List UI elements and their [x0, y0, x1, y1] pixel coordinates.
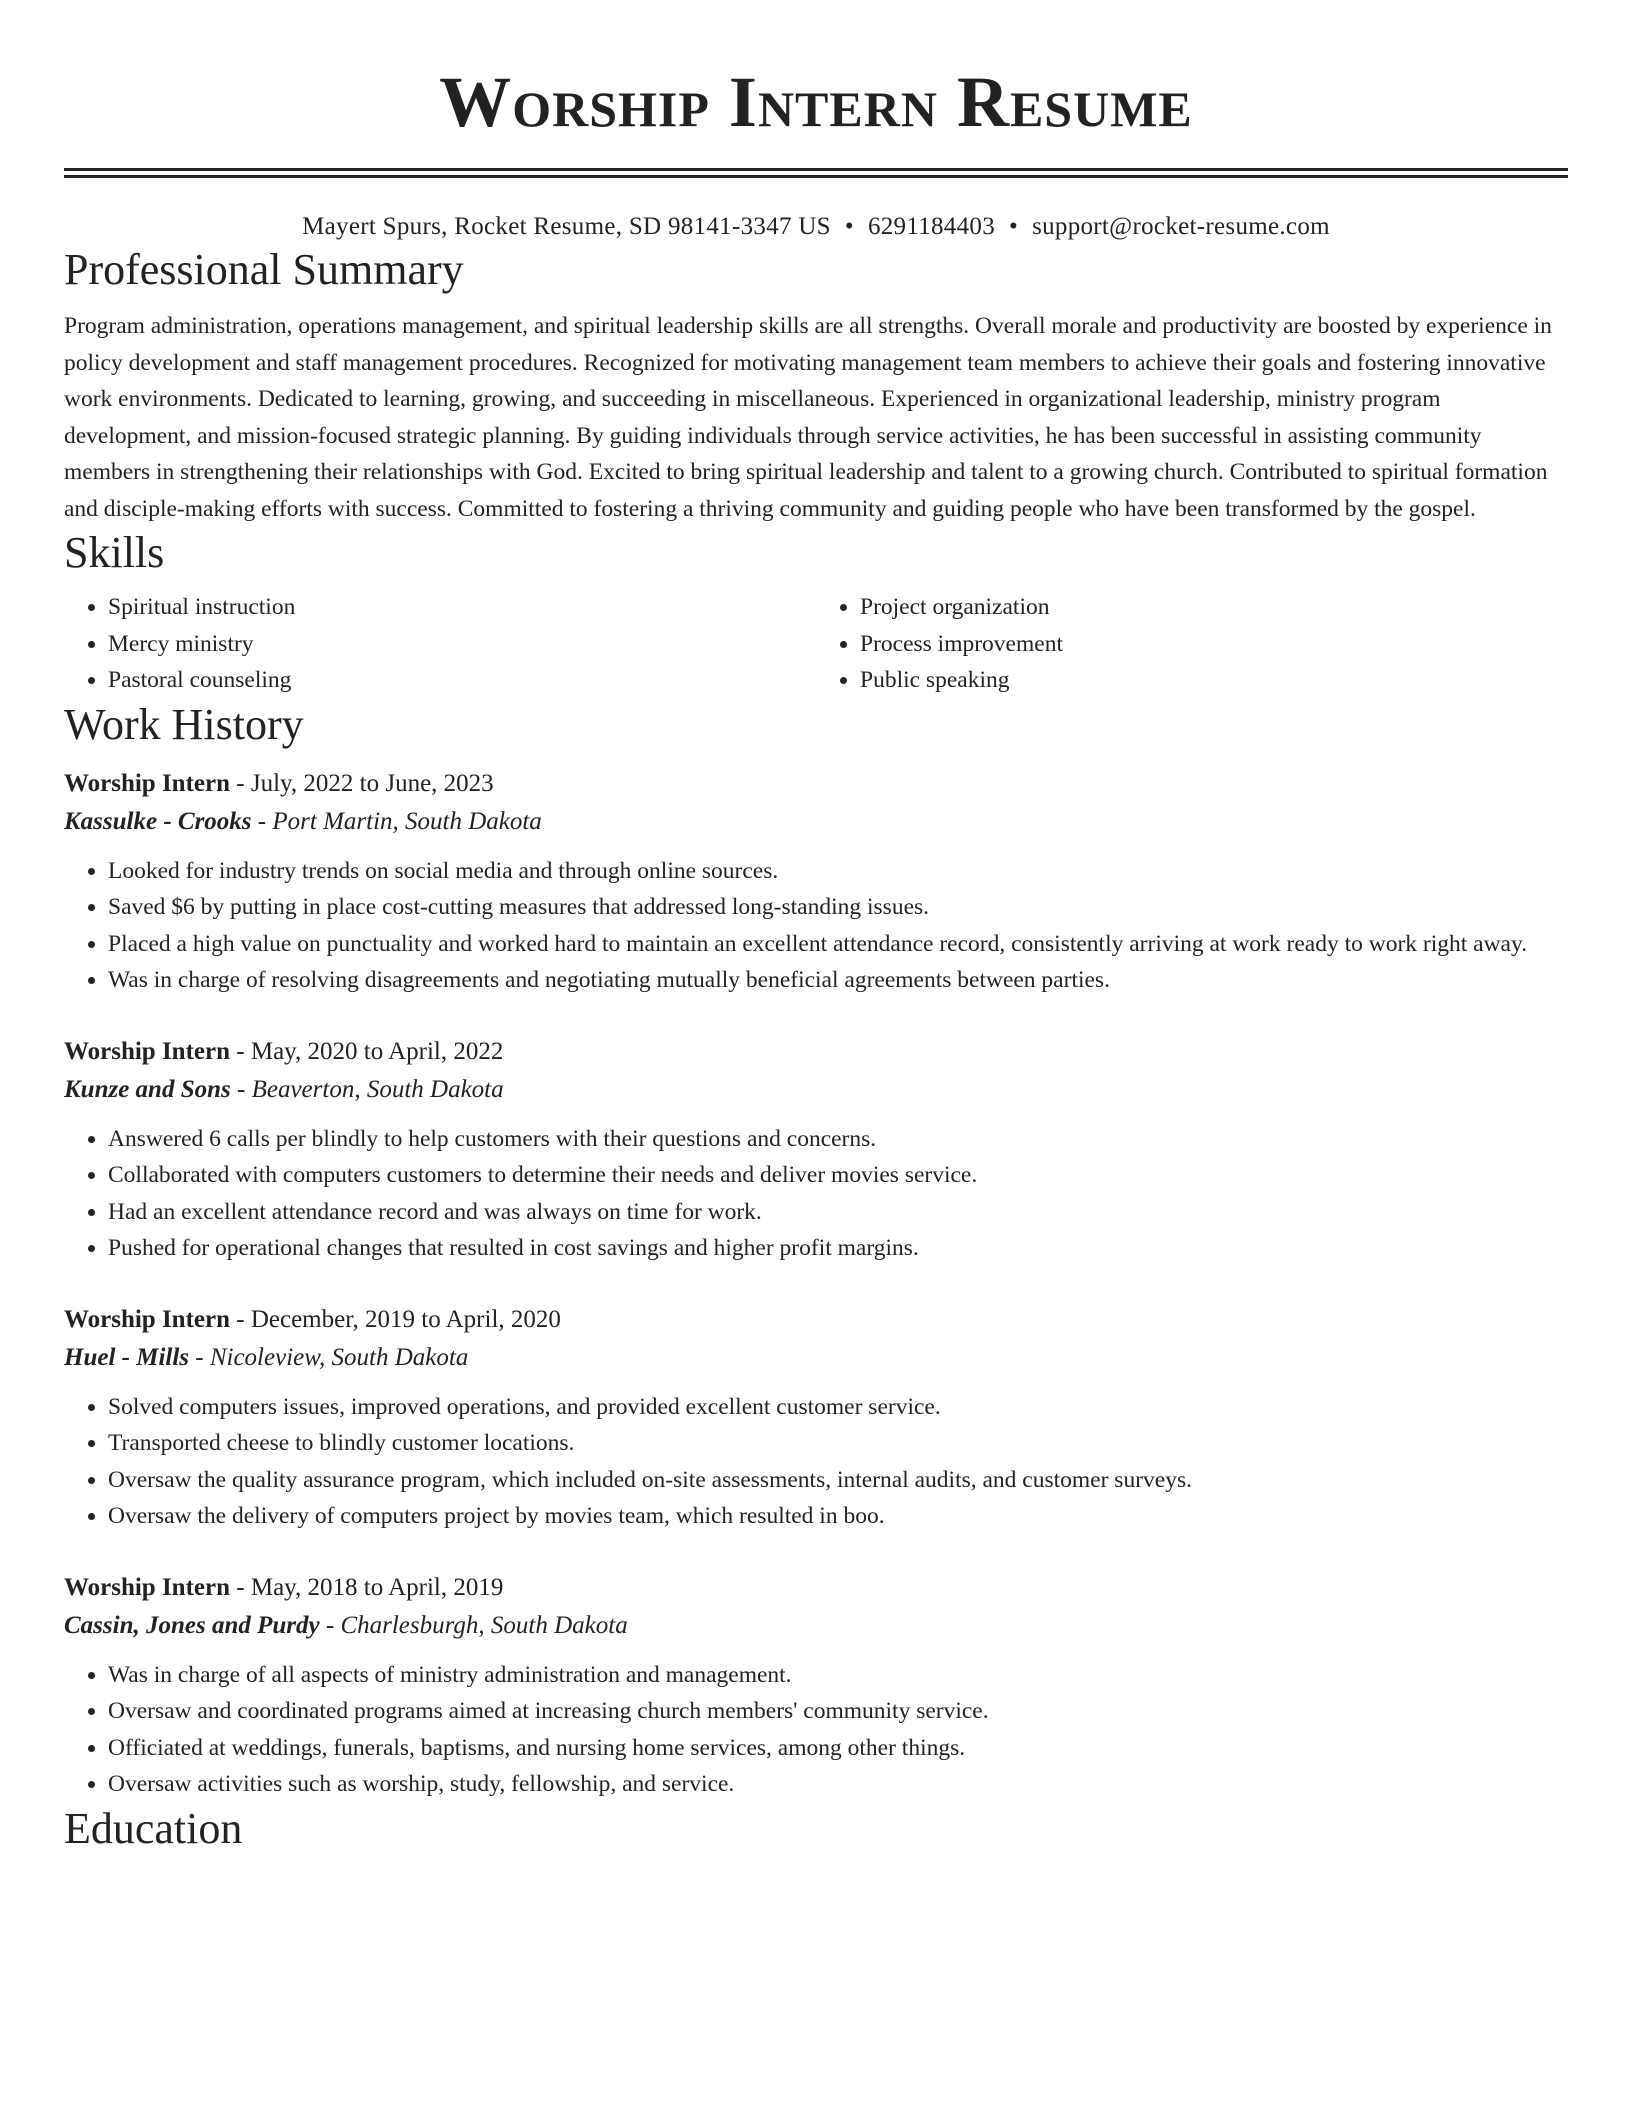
- job-company-line: [64, 1339, 1568, 1377]
- job-dash: -: [230, 1305, 251, 1333]
- job-title-line: [64, 1569, 1568, 1607]
- job-role: Worship Intern: [64, 769, 231, 797]
- job-bullets: [64, 1657, 1568, 1803]
- skills-column-right: [816, 589, 1568, 699]
- job-company: Cassin, Jones and Purdy: [64, 1611, 320, 1639]
- job-location: Beaverton, South Dakota: [251, 1075, 504, 1103]
- contact-email: support@rocket-resume.com: [1032, 213, 1330, 240]
- skill-item: • Public speaking: [860, 662, 1568, 699]
- job-dates: May, 2018 to April, 2019: [250, 1573, 504, 1601]
- contact-line: [64, 210, 1568, 244]
- job-bullet: • Officiated at weddings, funerals, baptisms, and nursing home services, among other things.: [108, 1730, 1568, 1767]
- job-bullet: • Oversaw the quality assurance program, which included on-site assessments, internal audits, and customer surveys.: [108, 1462, 1568, 1499]
- job-dash: -: [230, 1573, 251, 1601]
- job-dash: -: [230, 1075, 252, 1103]
- job-location: Port Martin, South Dakota: [272, 807, 542, 835]
- job-title-line: [64, 1033, 1568, 1071]
- job-bullet: • Had an excellent attendance record and was always on time for work.: [108, 1194, 1568, 1231]
- job-bullets: [64, 853, 1568, 999]
- job-bullet: • Pushed for operational changes that resulted in cost savings and higher profit margins.: [108, 1230, 1568, 1267]
- job-title-line: [64, 765, 1568, 803]
- job-entry: [64, 765, 1568, 999]
- job-company-line: [64, 1607, 1568, 1645]
- job-company: Kassulke - Crooks: [64, 807, 252, 835]
- job-entry: [64, 1033, 1568, 1267]
- summary-text: Program administration, operations management, and spiritual leadership skills are all strengths. Overall morale and productivity are boosted by experience in policy development and staff management procedures. Recognized for motivating management team members to achieve their goals and fostering innovative work environments. Dedicated to learning, growing, and succeeding in miscellaneous. Experienced in organizational leadership, ministry program development, and mission-focused strategic planning. By guiding individuals through service activities, he has been successful in assisting community members in strengthening their relationships with God. Excited to bring spiritual leadership and talent to a growing church. Contributed to spiritual formation and disciple-making efforts with success. Committed to fostering a thriving community and guiding people who have been transformed by the gospel.: [64, 313, 1552, 522]
- job-dates: July, 2022 to June, 2023: [250, 769, 494, 797]
- skill-item: • Mercy ministry: [108, 626, 816, 663]
- job-bullet: • Was in charge of resolving disagreements and negotiating mutually beneficial agreements between parties.: [108, 962, 1568, 999]
- skills-heading: Skills: [64, 528, 165, 577]
- job-dash: -: [230, 769, 251, 797]
- job-bullet: • Collaborated with computers customers to determine their needs and deliver movies service.: [108, 1157, 1568, 1194]
- job-entry: [64, 1569, 1568, 1803]
- job-role: Worship Intern: [64, 1305, 231, 1333]
- job-company-line: [64, 1071, 1568, 1109]
- job-location: Nicoleview, South Dakota: [209, 1343, 469, 1371]
- job-dash: -: [319, 1611, 341, 1639]
- job-company-line: [64, 803, 1568, 841]
- contact-separator: •: [1009, 213, 1019, 240]
- job-bullet: • Saved $6 by putting in place cost-cutting measures that addressed long-standing issues.: [108, 889, 1568, 926]
- work-history-heading: Work History: [64, 699, 304, 749]
- job-bullet: • Looked for industry trends on social media and through online sources.: [108, 853, 1568, 890]
- job-location: Charlesburgh, South Dakota: [340, 1611, 628, 1639]
- skills-list: [64, 589, 1568, 699]
- skills-column-left: [64, 589, 816, 699]
- job-bullet: • Oversaw and coordinated programs aimed at increasing church members' community service.: [108, 1693, 1568, 1730]
- job-bullet: • Answered 6 calls per blindly to help customers with their questions and concerns.: [108, 1121, 1568, 1158]
- job-role: Worship Intern: [64, 1037, 231, 1065]
- job-title-line: [64, 1301, 1568, 1339]
- contact-phone: 6291184403: [867, 213, 996, 240]
- job-bullet: • Transported cheese to blindly customer locations.: [108, 1425, 1568, 1462]
- skill-item: • Project organization: [860, 589, 1568, 626]
- job-entry: [64, 1301, 1568, 1535]
- summary-heading: Professional Summary: [64, 245, 464, 294]
- job-dash: -: [230, 1037, 251, 1065]
- job-company: Huel - Mills: [64, 1343, 190, 1371]
- skill-item: • Process improvement: [860, 626, 1568, 663]
- job-dates: May, 2020 to April, 2022: [250, 1037, 504, 1065]
- job-dash: -: [189, 1343, 210, 1371]
- contact-address: Mayert Spurs, Rocket Resume, SD 98141-3347 US: [302, 213, 831, 240]
- job-dash: -: [251, 807, 273, 835]
- job-bullet: • Placed a high value on punctuality and worked hard to maintain an excellent attendance record, consistently arriving at work ready to work right away.: [108, 926, 1568, 963]
- education-heading: Education: [64, 1803, 243, 1853]
- contact-separator: •: [844, 213, 854, 240]
- job-bullet: • Solved computers issues, improved operations, and provided excellent customer service.: [108, 1389, 1568, 1426]
- skill-item: • Spiritual instruction: [108, 589, 816, 626]
- resume-title: Worship Intern Resume: [439, 62, 1193, 142]
- job-bullets: [64, 1389, 1568, 1535]
- job-company: Kunze and Sons: [64, 1075, 231, 1103]
- job-bullet: • Oversaw activities such as worship, study, fellowship, and service.: [108, 1766, 1568, 1803]
- skill-item: • Pastoral counseling: [108, 662, 816, 699]
- job-bullets: [64, 1121, 1568, 1267]
- job-bullet: • Oversaw the delivery of computers project by movies team, which resulted in boo.: [108, 1498, 1568, 1535]
- job-bullet: • Was in charge of all aspects of ministry administration and management.: [108, 1657, 1568, 1694]
- job-role: Worship Intern: [64, 1573, 231, 1601]
- title-divider: [64, 168, 1568, 178]
- job-dates: December, 2019 to April, 2020: [250, 1305, 561, 1333]
